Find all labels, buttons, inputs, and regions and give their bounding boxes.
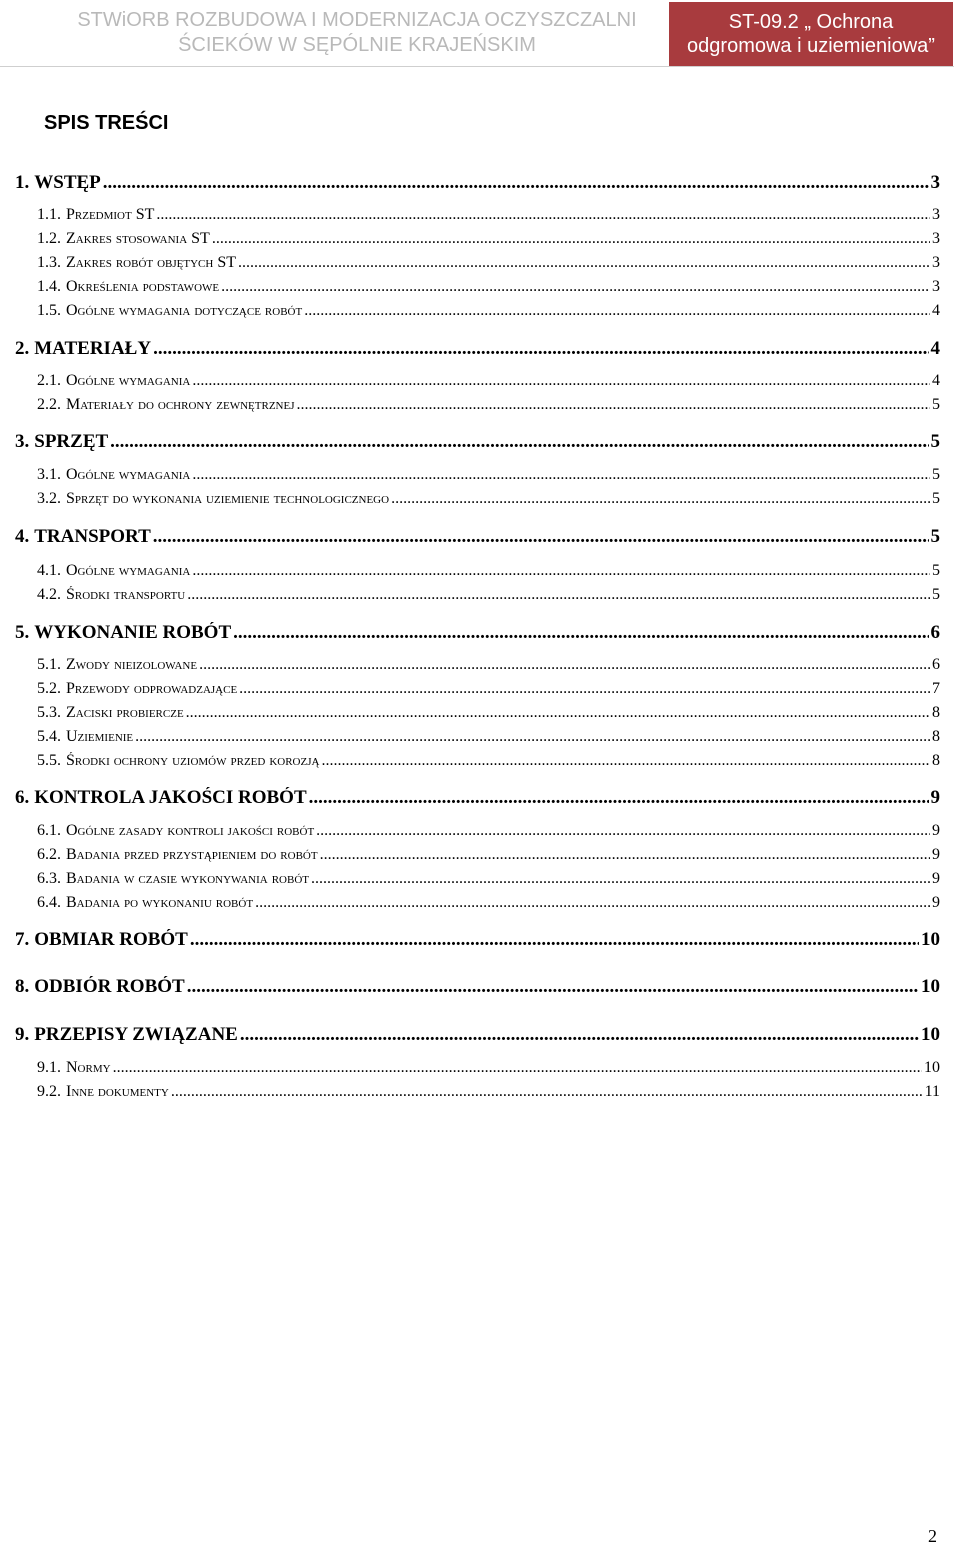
toc-entry-number: 1.4. xyxy=(37,278,61,295)
toc-dot-leader xyxy=(192,562,930,580)
toc-entry-number: 4. xyxy=(15,526,30,547)
toc-dot-leader xyxy=(233,622,928,644)
toc-entry-page: 5 xyxy=(932,562,940,579)
toc-section-entry[interactable] xyxy=(0,622,940,646)
toc-entry-page: 7 xyxy=(932,680,940,697)
project-title-line2: ŚCIEKÓW W SĘPÓLNIE KRAJEŃSKIM xyxy=(178,34,536,56)
page-number: 2 xyxy=(928,1526,937,1546)
toc-dot-leader xyxy=(135,728,930,746)
toc-subsection-entry[interactable] xyxy=(0,562,940,586)
toc-entry-title: ODBIÓR ROBÓT xyxy=(34,976,185,997)
toc-entry-page: 9 xyxy=(932,870,940,887)
toc-entry-number: 2.1. xyxy=(37,372,61,389)
spec-code-badge xyxy=(669,2,953,66)
toc-entry-title: Materiały do ochrony zewnętrznej xyxy=(66,396,295,413)
toc-entry-number: 6.3. xyxy=(37,870,61,887)
toc-entry-number: 5.3. xyxy=(37,704,61,721)
toc-entry-title: KONTROLA JAKOŚCI ROBÓT xyxy=(34,787,307,808)
toc-entry-title: Ogólne wymagania xyxy=(66,562,191,579)
toc-entry-page: 5 xyxy=(930,526,940,547)
toc-subsection-entry[interactable] xyxy=(0,1059,940,1083)
toc-subsection-entry[interactable] xyxy=(0,490,940,514)
toc-entry-title: WYKONANIE ROBÓT xyxy=(34,622,232,643)
toc-subsection-entry[interactable] xyxy=(0,680,940,704)
toc-entry-number: 6.1. xyxy=(37,822,61,839)
toc-subsection-entry[interactable] xyxy=(0,704,940,728)
toc-entry-title: Ogólne wymagania dotyczące robót xyxy=(66,302,303,319)
toc-entry-number: 3. xyxy=(15,431,30,452)
toc-entry-title: Przewody odprowadzające xyxy=(66,680,238,697)
toc-entry-title: Zwody nieizolowane xyxy=(66,656,198,673)
toc-entry-number: 4.2. xyxy=(37,586,61,603)
toc-entry-title: Ogólne wymagania xyxy=(66,466,191,483)
project-title-line1: STWiORB ROZBUDOWA I MODERNIZACJA OCZYSZCZALNI xyxy=(77,9,637,31)
toc-entry-page: 8 xyxy=(932,752,940,769)
toc-dot-leader xyxy=(311,870,930,888)
toc-entry-page: 8 xyxy=(932,704,940,721)
toc-entry-number: 7. xyxy=(15,929,30,950)
toc-dot-leader xyxy=(187,976,919,998)
toc-entry-title: Normy xyxy=(66,1059,111,1076)
toc-section-entry[interactable] xyxy=(0,172,940,196)
toc-subsection-entry[interactable] xyxy=(0,822,940,846)
spec-code-line2: odgromowa i uziemieniowa” xyxy=(687,35,935,57)
toc-entry-title: Sprzęt do wykonania uziemienie technologicznego xyxy=(66,490,390,507)
toc-subsection-entry[interactable] xyxy=(0,230,940,254)
toc-dot-leader xyxy=(296,396,930,414)
toc-dot-leader xyxy=(240,1024,919,1046)
project-title xyxy=(52,8,662,58)
toc-entry-title: Badania w czasie wykonywania robót xyxy=(66,870,309,887)
header-divider xyxy=(0,66,954,67)
toc-entry-page: 4 xyxy=(930,338,940,359)
toc-dot-leader xyxy=(391,490,930,508)
toc-subsection-entry[interactable] xyxy=(0,752,940,776)
toc-entry-number: 1.5. xyxy=(37,302,61,319)
toc-dot-leader xyxy=(192,466,930,484)
toc-entry-number: 8. xyxy=(15,976,30,997)
toc-dot-leader xyxy=(110,431,928,453)
toc-subsection-entry[interactable] xyxy=(0,728,940,752)
toc-section-entry[interactable] xyxy=(0,1024,940,1048)
toc-dot-leader xyxy=(113,1059,922,1077)
toc-subsection-entry[interactable] xyxy=(0,466,940,490)
toc-entry-page: 5 xyxy=(930,431,940,452)
toc-entry-number: 1.1. xyxy=(37,206,61,223)
toc-entry-title: Środki transportu xyxy=(66,586,186,603)
toc-entry-number: 5.4. xyxy=(37,728,61,745)
toc-entry-number: 3.2. xyxy=(37,490,61,507)
toc-entry-title: Ogólne wymagania xyxy=(66,372,191,389)
toc-dot-leader xyxy=(171,1083,923,1101)
toc-section-entry[interactable] xyxy=(0,338,940,362)
toc-entry-page: 10 xyxy=(924,1059,940,1076)
toc-dot-leader xyxy=(238,254,930,272)
toc-dot-leader xyxy=(212,230,930,248)
toc-subsection-entry[interactable] xyxy=(0,372,940,396)
toc-entry-page: 3 xyxy=(932,278,940,295)
toc-dot-leader xyxy=(320,846,930,864)
toc-dot-leader xyxy=(153,338,928,360)
toc-section-entry[interactable] xyxy=(0,431,940,455)
page-header xyxy=(0,0,960,68)
toc-entry-page: 4 xyxy=(932,372,940,389)
toc-subsection-entry[interactable] xyxy=(0,846,940,870)
toc-entry-page: 3 xyxy=(932,206,940,223)
toc-dot-leader xyxy=(304,302,930,320)
toc-entry-title: WSTĘP xyxy=(34,172,101,193)
toc-entry-page: 5 xyxy=(932,490,940,507)
toc-entry-number: 6. xyxy=(15,787,30,808)
toc-section-entry[interactable] xyxy=(0,787,940,811)
toc-entry-number: 9. xyxy=(15,1024,30,1045)
toc-entry-title: Określenia podstawowe xyxy=(66,278,220,295)
toc-subsection-entry[interactable] xyxy=(0,254,940,278)
toc-dot-leader xyxy=(199,656,930,674)
toc-dot-leader xyxy=(156,206,930,224)
toc-subsection-entry[interactable] xyxy=(0,870,940,894)
toc-subsection-entry[interactable] xyxy=(0,894,940,918)
toc-dot-leader xyxy=(221,278,930,296)
toc-subsection-entry[interactable] xyxy=(0,1083,940,1107)
toc-entry-page: 9 xyxy=(932,846,940,863)
toc-dot-leader xyxy=(190,929,919,951)
toc-heading: SPIS TREŚCI xyxy=(44,112,169,134)
toc-dot-leader xyxy=(255,894,930,912)
toc-entry-number: 9.1. xyxy=(37,1059,61,1076)
toc-entry-title: Zakres robót objętych ST xyxy=(66,254,237,271)
toc-dot-leader xyxy=(239,680,930,698)
toc-entry-page: 3 xyxy=(930,172,940,193)
toc-entry-page: 5 xyxy=(932,396,940,413)
toc-entry-title: Badania po wykonaniu robót xyxy=(66,894,254,911)
toc-entry-title: TRANSPORT xyxy=(34,526,151,547)
toc-entry-page: 10 xyxy=(921,929,940,950)
toc-entry-title: Przedmiot ST xyxy=(66,206,155,223)
toc-entry-page: 5 xyxy=(932,586,940,603)
toc-entry-number: 5.5. xyxy=(37,752,61,769)
toc-entry-number: 2.2. xyxy=(37,396,61,413)
toc-entry-page: 6 xyxy=(932,656,940,673)
toc-section-entry[interactable] xyxy=(0,976,940,1000)
toc-entry-number: 5.2. xyxy=(37,680,61,697)
toc-dot-leader xyxy=(153,526,929,548)
toc-subsection-entry[interactable] xyxy=(0,586,940,610)
toc-entry-page: 3 xyxy=(932,254,940,271)
toc-entry-title: OBMIAR ROBÓT xyxy=(34,929,188,950)
toc-dot-leader xyxy=(103,172,929,194)
toc-dot-leader xyxy=(192,372,930,390)
toc-section-entry[interactable] xyxy=(0,526,940,550)
toc-entry-number: 3.1. xyxy=(37,466,61,483)
toc-entry-number: 1. xyxy=(15,172,30,193)
toc-subsection-entry[interactable] xyxy=(0,396,940,420)
toc-entry-page: 4 xyxy=(932,302,940,319)
toc-entry-number: 2. xyxy=(15,338,30,359)
toc-subsection-entry[interactable] xyxy=(0,278,940,302)
toc-dot-leader xyxy=(321,752,930,770)
toc-entry-page: 5 xyxy=(932,466,940,483)
toc-entry-number: 9.2. xyxy=(37,1083,61,1100)
toc-section-entry[interactable] xyxy=(0,929,940,953)
toc-dot-leader xyxy=(309,787,929,809)
toc-entry-number: 1.2. xyxy=(37,230,61,247)
toc-entry-page: 8 xyxy=(932,728,940,745)
toc-entry-title: Ogólne zasady kontroli jakości robót xyxy=(66,822,315,839)
spec-code-line1: ST-09.2 „ Ochrona xyxy=(728,11,894,33)
toc-entry-page: 9 xyxy=(930,787,940,808)
toc-entry-title: Zakres stosowania ST xyxy=(66,230,210,247)
toc-entry-title: SPRZĘT xyxy=(34,431,109,452)
toc-subsection-entry[interactable] xyxy=(0,206,940,230)
toc-entry-title: PRZEPISY ZWIĄZANE xyxy=(34,1024,238,1045)
toc-entry-page: 6 xyxy=(930,622,940,643)
toc-entry-number: 4.1. xyxy=(37,562,61,579)
toc-entry-number: 6.2. xyxy=(37,846,61,863)
toc-subsection-entry[interactable] xyxy=(0,302,940,326)
toc-entry-title: Inne dokumenty xyxy=(66,1083,169,1100)
toc-entry-page: 3 xyxy=(932,230,940,247)
toc-entry-page: 9 xyxy=(932,894,940,911)
toc-dot-leader xyxy=(186,704,930,722)
toc-entry-title: Badania przed przystąpieniem do robót xyxy=(66,846,318,863)
toc-entry-number: 5. xyxy=(15,622,30,643)
toc-entry-title: Zaciski probiercze xyxy=(66,704,184,721)
toc-entry-number: 5.1. xyxy=(37,656,61,673)
toc-entry-page: 11 xyxy=(924,1083,940,1100)
toc-entry-title: MATERIAŁY xyxy=(34,338,152,359)
toc-dot-leader xyxy=(187,586,930,604)
toc-entry-number: 1.3. xyxy=(37,254,61,271)
toc-entry-page: 10 xyxy=(921,1024,940,1045)
toc-entry-page: 10 xyxy=(921,976,940,997)
toc-entry-page: 9 xyxy=(932,822,940,839)
toc-entry-number: 6.4. xyxy=(37,894,61,911)
toc-entry-title: Środki ochrony uziomów przed korozją xyxy=(66,752,320,769)
toc-entry-title: Uziemienie xyxy=(66,728,134,745)
toc-dot-leader xyxy=(316,822,930,840)
toc-subsection-entry[interactable] xyxy=(0,656,940,680)
